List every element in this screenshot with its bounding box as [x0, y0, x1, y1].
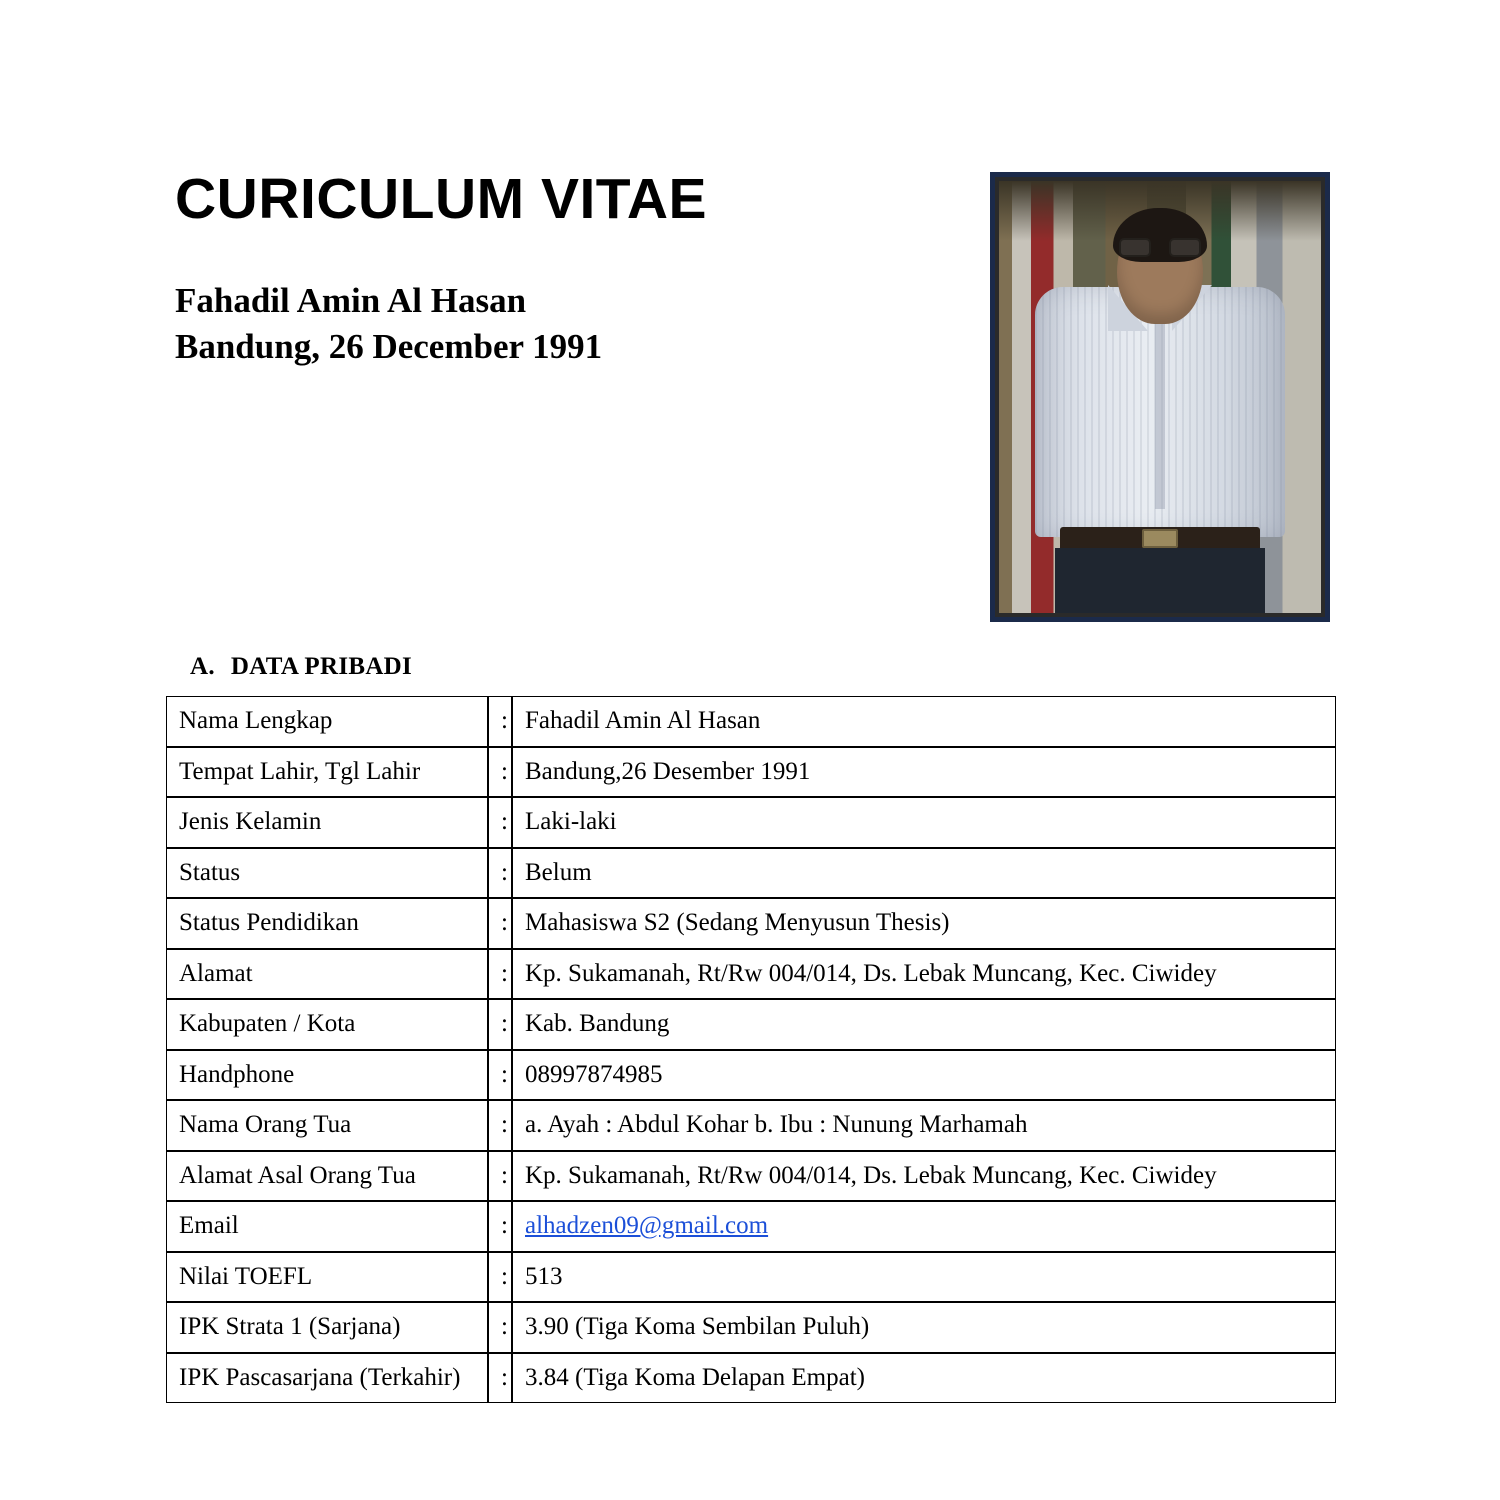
row-value: 08997874985	[512, 1050, 1336, 1101]
row-value: 3.90 (Tiga Koma Sembilan Puluh)	[512, 1302, 1336, 1353]
row-colon: :	[488, 949, 512, 1000]
row-value: Fahadil Amin Al Hasan	[512, 696, 1336, 747]
row-label: Handphone	[166, 1050, 488, 1101]
row-label: IPK Strata 1 (Sarjana)	[166, 1302, 488, 1353]
table-row	[166, 1201, 1336, 1252]
row-colon: :	[488, 1252, 512, 1303]
row-value: Kp. Sukamanah, Rt/Rw 004/014, Ds. Lebak Muncang, Kec. Ciwidey	[512, 1151, 1336, 1202]
row-colon: :	[488, 1353, 512, 1404]
glasses-icon	[1119, 238, 1201, 258]
row-colon: :	[488, 1201, 512, 1252]
photo-person	[999, 181, 1321, 613]
table-row	[166, 1353, 1336, 1404]
row-colon: :	[488, 1302, 512, 1353]
person-birth: Bandung, 26 December 1991	[175, 327, 603, 367]
row-label: Status	[166, 848, 488, 899]
personal-data-table-wrap	[166, 696, 1326, 1403]
table-row	[166, 1050, 1336, 1101]
row-label: Nama Orang Tua	[166, 1100, 488, 1151]
table-row	[166, 1252, 1336, 1303]
row-value: Kab. Bandung	[512, 999, 1336, 1050]
table-row	[166, 848, 1336, 899]
row-label: Jenis Kelamin	[166, 797, 488, 848]
table-row	[166, 797, 1336, 848]
row-value: Kp. Sukamanah, Rt/Rw 004/014, Ds. Lebak Muncang, Kec. Ciwidey	[512, 949, 1336, 1000]
row-label: Alamat	[166, 949, 488, 1000]
section-letter: A.	[190, 653, 215, 680]
table-row	[166, 696, 1336, 747]
row-label: IPK Pascasarjana (Terkahir)	[166, 1353, 488, 1404]
table-row	[166, 949, 1336, 1000]
table-row	[166, 1151, 1336, 1202]
row-value-email	[512, 1201, 1336, 1252]
photo-shirt-placket	[1155, 302, 1165, 509]
page-title: CURICULUM VITAE	[175, 167, 708, 231]
row-label: Alamat Asal Orang Tua	[166, 1151, 488, 1202]
row-value: 3.84 (Tiga Koma Delapan Empat)	[512, 1353, 1336, 1404]
table-row	[166, 1302, 1336, 1353]
row-colon: :	[488, 696, 512, 747]
portrait-photo-inner	[999, 181, 1321, 613]
email-link[interactable]: alhadzen09@gmail.com	[525, 1212, 769, 1239]
row-colon: :	[488, 797, 512, 848]
row-colon: :	[488, 898, 512, 949]
row-label: Tempat Lahir, Tgl Lahir	[166, 747, 488, 798]
row-value: Laki-laki	[512, 797, 1336, 848]
section-heading-data-pribadi	[190, 653, 412, 681]
table-row	[166, 747, 1336, 798]
row-value: Bandung,26 Desember 1991	[512, 747, 1336, 798]
row-label: Nilai TOEFL	[166, 1252, 488, 1303]
personal-data-table	[166, 696, 1336, 1403]
row-colon: :	[488, 848, 512, 899]
table-row	[166, 999, 1336, 1050]
row-label: Status Pendidikan	[166, 898, 488, 949]
portrait-photo	[990, 172, 1330, 622]
row-value: 513	[512, 1252, 1336, 1303]
table-row	[166, 1100, 1336, 1151]
row-colon: :	[488, 1050, 512, 1101]
row-colon: :	[488, 747, 512, 798]
row-colon: :	[488, 999, 512, 1050]
section-label: DATA PRIBADI	[230, 653, 413, 680]
person-name: Fahadil Amin Al Hasan	[175, 280, 527, 320]
row-colon: :	[488, 1100, 512, 1151]
row-value: Belum	[512, 848, 1336, 899]
row-value: a. Ayah : Abdul Kohar b. Ibu : Nunung Marhamah	[512, 1100, 1336, 1151]
photo-trousers	[1055, 548, 1265, 613]
table-row	[166, 898, 1336, 949]
photo-belt-buckle	[1142, 529, 1178, 548]
row-label: Kabupaten / Kota	[166, 999, 488, 1050]
row-label: Email	[166, 1201, 488, 1252]
row-label: Nama Lengkap	[166, 696, 488, 747]
row-value: Mahasiswa S2 (Sedang Menyusun Thesis)	[512, 898, 1336, 949]
row-colon: :	[488, 1151, 512, 1202]
